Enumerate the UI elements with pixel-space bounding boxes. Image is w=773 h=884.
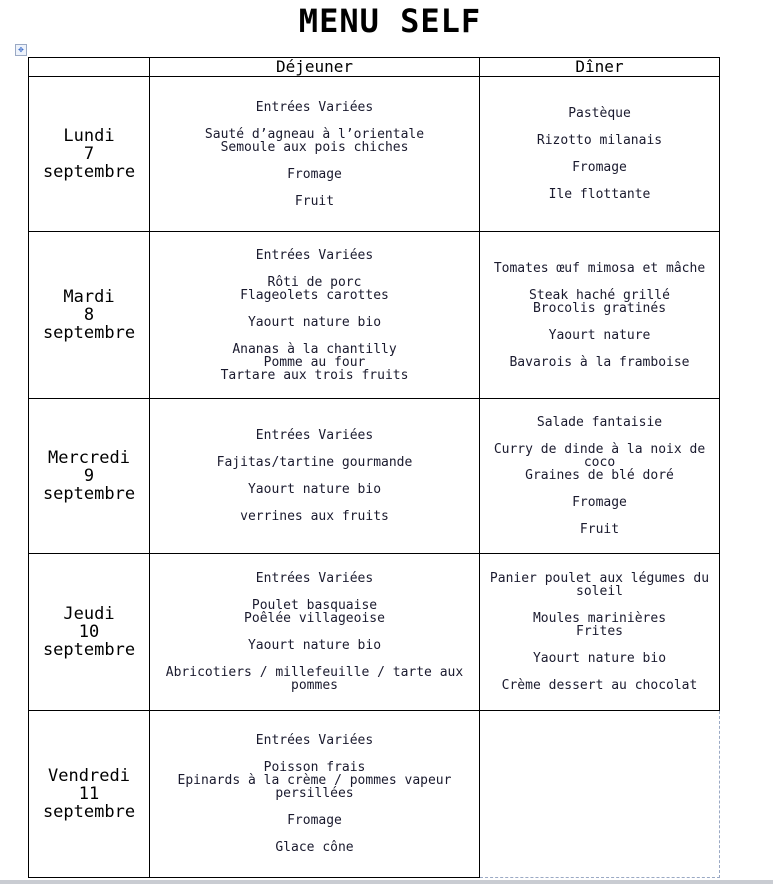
table-row	[29, 77, 720, 232]
menu-item: Tomates œuf mimosa et mâche	[493, 260, 706, 276]
dinner-cell[interactable]	[480, 554, 720, 711]
menu-item: Fromage	[287, 166, 342, 182]
menu-item: Fromage	[572, 495, 627, 510]
page-bottom-edge	[0, 880, 773, 884]
menu-item: Curry de dinde à la noix de coco Graines de blé doré	[493, 442, 706, 483]
day-label: Vendredi 11 septembre	[29, 711, 150, 878]
menu-item: Steak haché grillé Brocolis gratinés	[529, 287, 670, 316]
header-dinner: Dîner	[480, 58, 720, 77]
menu-item: Salade fantaisie	[536, 415, 663, 430]
dinner-cell[interactable]	[480, 232, 720, 399]
day-label: Jeudi 10 septembre	[29, 554, 150, 711]
menu-item: Yaourt nature	[548, 327, 651, 343]
menu-item: Yaourt nature bio	[247, 638, 382, 653]
menu-item: Fruit	[579, 522, 620, 537]
menu-item: Moules marinières Frites	[532, 611, 667, 639]
menu-item: Fajitas/tartine gourmande	[216, 455, 413, 470]
menu-item: Pastèque	[568, 106, 631, 121]
menu-item: Entrées Variées	[255, 247, 374, 263]
menu-item: Rôti de porc Flageolets carottes	[240, 274, 389, 303]
day-label: Mardi 8 septembre	[29, 232, 150, 399]
menu-item: verrines aux fruits	[240, 509, 389, 524]
dinner-cell[interactable]	[480, 77, 720, 232]
lunch-cell[interactable]	[150, 399, 480, 554]
menu-item: Fruit	[294, 193, 335, 209]
menu-item: Ile flottante	[548, 187, 651, 202]
dinner-cell[interactable]	[480, 399, 720, 554]
table-row	[29, 554, 720, 711]
menu-item: Entrées Variées	[255, 99, 374, 115]
menu-item: Poulet basquaise Poêlée villageoise	[244, 598, 385, 626]
menu-item: Entrées Variées	[255, 733, 374, 748]
menu-item: Yaourt nature bio	[247, 314, 382, 330]
menu-item: Rizotto milanais	[536, 133, 663, 148]
lunch-cell[interactable]	[150, 554, 480, 711]
menu-item: Ananas à la chantilly Pomme au four Tartare aux trois fruits	[220, 341, 409, 383]
table-row	[29, 232, 720, 399]
header-lunch: Déjeuner	[150, 58, 480, 77]
menu-item: Glace cône	[275, 840, 354, 855]
table-move-handle-icon[interactable]: ✥	[15, 44, 27, 56]
menu-item: Entrées Variées	[255, 571, 374, 586]
menu-item: Crème dessert au chocolat	[501, 678, 698, 693]
day-label: Mercredi 9 septembre	[29, 399, 150, 554]
menu-item: Fromage	[572, 160, 627, 175]
table-header-row	[29, 58, 720, 77]
menu-item: Abricotiers / millefeuille / tarte aux pommes	[165, 665, 464, 693]
menu-item: Panier poulet aux légumes du soleil	[489, 571, 710, 599]
menu-table	[28, 57, 720, 878]
table-row	[29, 399, 720, 554]
header-blank	[29, 58, 150, 77]
page-title: MENU SELF	[298, 2, 482, 40]
menu-item: Yaourt nature bio	[532, 651, 667, 666]
menu-item: Yaourt nature bio	[247, 482, 382, 497]
menu-item: Poisson frais Epinards à la crème / pommes vapeur persillées	[177, 760, 452, 801]
lunch-cell[interactable]	[150, 711, 480, 878]
day-label: Lundi 7 septembre	[29, 77, 150, 232]
lunch-cell[interactable]	[150, 232, 480, 399]
dinner-cell[interactable]	[480, 711, 720, 878]
table-row	[29, 711, 720, 878]
menu-item: Fromage	[287, 813, 342, 828]
menu-item: Entrées Variées	[255, 428, 374, 443]
menu-item: Sauté d’agneau à l’orientale Semoule aux pois chiches	[204, 126, 425, 155]
lunch-cell[interactable]	[150, 77, 480, 232]
menu-item: Bavarois à la framboise	[509, 354, 690, 370]
